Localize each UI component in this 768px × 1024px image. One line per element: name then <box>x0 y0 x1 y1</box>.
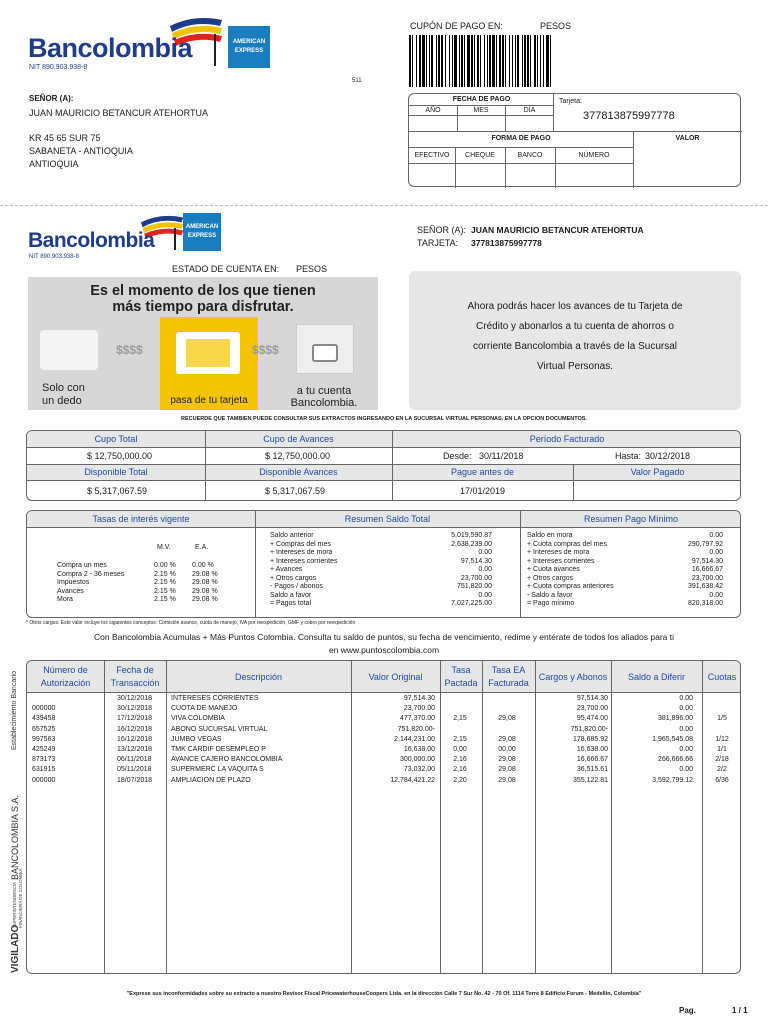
tx-date: 06/11/2018 <box>117 756 152 764</box>
tx-date: 16/12/2018 <box>117 725 153 733</box>
coupon-section <box>0 0 768 200</box>
payment-form <box>408 93 741 187</box>
summary-concept: + Otros cargos <box>527 574 574 582</box>
tasas-row <box>57 562 252 571</box>
tx-saldo: 0.00 <box>679 766 693 774</box>
tx-cargos: 97,514.30 <box>576 695 608 702</box>
cap3b: Bancolombia. <box>290 397 358 409</box>
tx-cuotas: 1/5 <box>717 715 727 723</box>
tx-date: 30/12/2018 <box>117 695 153 702</box>
table-row <box>27 776 741 786</box>
otros-cargos-note: * Otros cargos: Este valor incluye los siguientes conceptos: Comisión avance, cuota de manejo, IVA por reexpedición, GMF y cobro por reexpedición <box>26 620 356 626</box>
brand-name-2: Bancolombia <box>28 229 155 252</box>
tasa-mv: 2.15 % <box>154 587 176 595</box>
tx-auth: 657525 <box>32 725 56 733</box>
summary-concept: + Intereses de mora <box>270 549 333 556</box>
resumen-saldo-title: Resumen Saldo Total <box>344 514 431 524</box>
brand-name: Bancolombia <box>28 33 193 63</box>
mes-label: MES <box>473 107 489 114</box>
tx-tasaea: 29,08 <box>498 776 516 784</box>
info-line2: Crédito y abonarlos a tu cuenta de ahorros o <box>476 321 674 332</box>
tx-valor: 751,820.00- <box>397 725 435 733</box>
tx-date: 18/07/2018 <box>117 776 153 784</box>
info-line3: corriente Bancolombia a través de la Sucursal <box>473 341 677 352</box>
summary-concept: + Otros cargos <box>270 574 317 582</box>
tx-tasa: 2,15 <box>453 715 467 723</box>
tasa-concept: Compra 2 - 36 meses <box>57 570 125 578</box>
address-line2: SABANETA - ANTIOQUIA <box>29 146 133 156</box>
summary-row <box>270 583 492 592</box>
tarjeta-label-2: TARJETA: <box>417 238 459 248</box>
summary-concept: = Pago mínimo <box>527 600 575 607</box>
summary-row <box>270 541 492 550</box>
tx-desc: ABONO SUCURSAL VIRTUAL <box>171 725 268 733</box>
tx-cargos: 751,820.00- <box>570 725 608 733</box>
tx-cuotas: 1/1 <box>717 745 727 753</box>
th-num-aut1: Número de <box>43 665 88 675</box>
logo-divider-2 <box>174 228 176 250</box>
tasa-ea: 29.08 % <box>192 579 218 586</box>
efectivo-label: EFECTIVO <box>414 152 450 159</box>
coupon-code: 511 <box>352 78 362 84</box>
tasa-ea: 0.00 % <box>192 562 214 569</box>
tx-valor: 16,638.00 <box>403 745 435 753</box>
tasas-row <box>57 579 252 588</box>
credit-card-icon <box>40 330 98 370</box>
tx-auth: 631915 <box>32 766 56 774</box>
address-line1: KR 45 65 SUR 75 <box>29 133 101 143</box>
tasa-concept: Impuestos <box>57 579 90 586</box>
summary-concept: + Intereses corrientes <box>270 557 338 565</box>
summary-value: 290,797.92 <box>687 540 723 548</box>
money-text-2: $$$$ <box>252 343 279 357</box>
summary-row <box>527 600 723 609</box>
fecha-pago-label: FECHA DE PAGO <box>452 96 511 103</box>
tx-valor: 73,032.00 <box>403 766 435 774</box>
table-row <box>27 735 741 745</box>
table-row <box>27 725 741 735</box>
summary-value: 0.00 <box>478 549 492 556</box>
tx-date: 13/12/2018 <box>117 745 153 753</box>
page-number: 1 / 1 <box>732 1006 748 1015</box>
client-name-2: JUAN MAURICIO BETANCUR ATEHORTUA <box>471 225 644 235</box>
summary-row <box>527 592 723 601</box>
tasa-ea: 29.08 % <box>192 596 218 603</box>
summary-value: 23,700.00 <box>460 574 492 582</box>
cheque-label: CHEQUE <box>465 152 495 159</box>
tasa-mv: 2.15 % <box>154 579 176 586</box>
tx-date: 05/11/2018 <box>117 766 152 774</box>
pague-label: Pague antes de <box>450 467 515 477</box>
address-line3: ANTIOQUIA <box>29 159 79 169</box>
tx-cuotas: 6/36 <box>715 776 729 784</box>
estado-label: ESTADO DE CUENTA EN: <box>172 264 280 274</box>
tasa-mv: 2.15 % <box>154 570 176 578</box>
side-establecimiento: Establecimiento Bancario <box>11 671 18 750</box>
tx-cargos: 16,666.67 <box>576 756 608 764</box>
th-saldo: Saldo a Diferir <box>627 672 686 682</box>
banner-headline2: más tiempo para disfrutar. <box>112 299 294 315</box>
tx-valor: 23,700.00 <box>403 705 435 713</box>
tx-date: 17/12/2018 <box>117 715 153 723</box>
summary-value: 0.00 <box>709 532 723 539</box>
tx-auth: 425249 <box>32 745 56 753</box>
tx-auth: 439458 <box>32 715 56 723</box>
tx-auth: 000000 <box>32 705 56 713</box>
cap1a: Solo con <box>42 382 85 394</box>
ea-label: E.A. <box>195 544 209 551</box>
promo-banner <box>28 277 378 410</box>
summary-value: 16,666.67 <box>691 566 723 573</box>
valor-pagado-label: Valor Pagado <box>630 467 685 477</box>
tx-cargos: 16,638.00 <box>576 745 608 753</box>
summary-value: 97,514.30 <box>460 557 492 565</box>
th-desc: Descripción <box>234 672 283 682</box>
transactions-table <box>26 660 741 974</box>
tx-saldo: 266,666.66 <box>657 756 693 764</box>
tx-tasa: 2,16 <box>453 766 467 774</box>
tx-valor: 97,514.30 <box>403 695 435 702</box>
tx-tasaea: 29,08 <box>498 756 516 764</box>
tx-cargos: 36,515.61 <box>576 766 608 774</box>
tx-tasaea: 29,08 <box>498 715 516 723</box>
amex-logo <box>228 26 270 68</box>
tx-saldo: 0.00 <box>679 725 693 733</box>
tx-cargos: 178,685.92 <box>572 735 608 743</box>
summary-concept: - Pagos / abonos <box>270 583 323 590</box>
tx-date: 16/12/2018 <box>117 735 153 743</box>
info-line4: Virtual Personas. <box>537 361 613 372</box>
cupo-avances-label: Cupo de Avances <box>263 434 334 444</box>
logo-divider <box>214 34 216 66</box>
tx-cargos: 355,122.81 <box>572 776 608 784</box>
banco-label: BANCO <box>517 152 543 159</box>
disponible-avances-value: $ 5,317,067.59 <box>265 486 326 496</box>
summary-concept: + Cuota compras del mes <box>527 540 607 548</box>
tx-desc: AVANCE CAJERO BANCOLOMBIA <box>171 756 283 764</box>
table-row <box>27 755 741 765</box>
summary-value: 820,318.00 <box>687 600 723 607</box>
th-num-aut2: Autorización <box>40 678 91 688</box>
tx-saldo: 381,896.00 <box>657 715 693 723</box>
th-tasaea2: Facturada <box>488 678 529 688</box>
tasa-ea: 29.08 % <box>192 570 218 578</box>
tx-desc: VIVA COLOMBIA <box>171 715 225 723</box>
th-valor: Valor Original <box>368 672 423 682</box>
tx-valor: 12,784,421.22 <box>390 776 435 784</box>
summary-row <box>270 592 492 601</box>
tx-auth: 997563 <box>32 735 56 743</box>
summary-concept: - Saldo a favor <box>527 591 573 599</box>
numero-label: NÚMERO <box>578 152 610 159</box>
laptop-screen <box>186 339 230 367</box>
tasas-table <box>57 562 252 605</box>
summary-row <box>270 532 492 541</box>
tasa-concept: Compra un mes <box>57 562 107 569</box>
table-row <box>27 765 741 775</box>
tx-saldo: 3,592,799.12 <box>652 776 693 784</box>
resumen-minimo-title: Resumen Pago Mínimo <box>583 514 679 524</box>
tx-saldo: 0.00 <box>679 705 693 713</box>
tasa-mv: 2.15 % <box>154 596 176 603</box>
senor-label: SEÑOR (A): <box>29 94 74 103</box>
barcode-bar <box>551 35 553 87</box>
summary-concept: + Compras del mes <box>270 540 331 548</box>
resumen-minimo-table <box>527 532 723 609</box>
puntos-line2: en www.puntoscolombia.com <box>328 645 440 655</box>
forma-pago-label: FORMA DE PAGO <box>491 135 551 142</box>
estado-currency: PESOS <box>296 264 328 274</box>
page-label: Pag. <box>679 1006 696 1015</box>
tx-cargos: 95,474.00 <box>576 715 608 723</box>
nit-number: NIT 890.903.938-8 <box>29 64 88 71</box>
coupon-currency: PESOS <box>540 21 572 31</box>
tx-valor: 2,144,231.00 <box>394 735 435 743</box>
info-line1: Ahora podrás hacer los avances de tu Tarjeta de <box>467 301 683 312</box>
wallet-icon <box>312 344 338 362</box>
desde-value: 30/11/2018 <box>479 451 524 461</box>
tx-tasaea: 00,00 <box>498 745 516 753</box>
cupo-total-value: $ 12,750,000.00 <box>87 451 153 461</box>
disponible-total-label: Disponible Total <box>84 467 148 477</box>
summary-value: 391,638.42 <box>687 583 723 590</box>
th-tasa2: Pactada <box>444 678 478 688</box>
puntos-line1: Con Bancolombia Acumulas + Más Puntos Colombia. Consulta tu saldo de puntos, su fecha de vencimiento, redime y entérate de todos los aliados para ti <box>94 632 674 642</box>
tasa-ea: 29.08 % <box>192 587 218 595</box>
coupon-title: CUPÓN DE PAGO EN: <box>410 21 503 31</box>
disponible-avances-label: Disponible Avances <box>259 467 338 477</box>
mv-label: M.V. <box>157 544 171 551</box>
amex-logo-2 <box>183 213 221 251</box>
tx-cargos: 23,700.00 <box>576 705 608 713</box>
summary-value: 2,638,239.00 <box>451 540 492 548</box>
side-bancolombia-sa: BANCOLOMBIA S.A. <box>10 794 20 880</box>
summary-row <box>527 575 723 584</box>
tasa-concept: Mora <box>57 596 73 603</box>
desde-label: Desde: <box>443 451 472 461</box>
side-vigilado: VIGILADO <box>10 924 21 973</box>
summary-row <box>270 566 492 575</box>
cap1b: un dedo <box>42 395 82 407</box>
summary-concept: + Intereses de mora <box>527 549 590 556</box>
footer-text: "Exprese sus inconformidades sobre su extracto a nuestro Revisor Fiscal PricewaterhouseCoopers Ltda. en la dirección Calle 7 Sur No. 42 - 70 Of. 1114 Torre 8 Edificio Forum - Medellin, Colombia" <box>126 991 642 997</box>
summary-row <box>270 575 492 584</box>
tx-valor: 477,370.00 <box>399 715 435 723</box>
tx-tasa: 2,15 <box>453 735 467 743</box>
tarjeta-number-2: 377813875997778 <box>471 238 542 248</box>
th-fecha1: Fecha de <box>116 665 154 675</box>
summary-concept: Saldo a favor <box>270 591 312 599</box>
th-tasa1: Tasa <box>451 665 471 675</box>
tx-saldo: 1,965,545.08 <box>652 735 693 743</box>
table-row <box>27 704 741 714</box>
tasa-mv: 0.00 % <box>154 562 176 569</box>
hasta-value: 30/12/2018 <box>645 451 691 461</box>
tx-tasa: 0,00 <box>453 745 467 753</box>
tx-saldo: 0.00 <box>679 695 693 702</box>
th-cuotas: Cuotas <box>707 672 737 682</box>
tx-desc: AMPLIACION DE PLAZO <box>171 776 251 784</box>
tx-saldo: 0.00 <box>679 745 693 753</box>
tx-desc: JUMBO VEGAS <box>171 735 222 743</box>
th-tasaea1: Tasa EA <box>491 665 526 675</box>
tx-cuotas: 1/12 <box>715 735 729 743</box>
tasas-row <box>57 571 252 580</box>
summary-row <box>527 549 723 558</box>
summary-box <box>26 430 741 501</box>
cupo-total-label: Cupo Total <box>94 434 138 444</box>
amex-line1: AMERICAN <box>232 39 266 45</box>
table-row <box>27 694 741 704</box>
amex-line1-2: AMERICAN <box>185 224 219 230</box>
summary-row <box>527 583 723 592</box>
hasta-label: Hasta: <box>615 451 642 461</box>
tx-desc: SUPERMERC LA VAQUITA S <box>171 766 264 774</box>
tx-tasa: 2,20 <box>453 776 467 784</box>
tx-tasaea: 29,08 <box>498 766 516 774</box>
summary-value: 751,820.00 <box>456 583 492 590</box>
disponible-total-value: $ 5,317,067.59 <box>87 486 148 496</box>
senor-label-2: SEÑOR (A): <box>417 225 467 235</box>
summary-row <box>527 541 723 550</box>
info-box <box>409 271 741 410</box>
ano-label: AÑO <box>425 107 441 114</box>
valor-label: VALOR <box>675 135 700 142</box>
tx-tasa: 2,16 <box>453 756 467 764</box>
tarjeta-number: 377813875997778 <box>583 110 675 122</box>
tx-desc: INTERESES CORRIENTES <box>171 695 259 702</box>
summary-value: 0.00 <box>478 591 492 599</box>
tasa-concept: Avances <box>57 587 84 595</box>
tx-auth: 000000 <box>32 776 56 784</box>
table-row <box>27 714 741 724</box>
summary-value: 97,514.30 <box>691 557 723 565</box>
summary-value: 0.00 <box>709 591 723 599</box>
periodo-label: Período Facturado <box>529 434 605 444</box>
table-row <box>27 745 741 755</box>
notice-text: RECUERDE QUE TAMBIEN PUEDE CONSULTAR SUS EXTRACTOS INGRESANDO EN LA SUCURSAL VIRTUAL PERSONAS, EN LA OPCION DOCUMENTOS. <box>181 416 587 422</box>
tarjeta-label: Tarjeta: <box>559 98 582 105</box>
summary-row <box>527 558 723 567</box>
tx-auth: 873173 <box>32 756 56 764</box>
money-text-1: $$$$ <box>116 343 143 357</box>
tx-desc: CUOTA DE MANEJO <box>171 705 238 713</box>
side-superintendencia: SUPERINTENDENCIA FINANCIERA DE COLOMBIA <box>12 868 23 928</box>
cap3a: a tu cuenta <box>296 385 352 397</box>
transaction-rows <box>27 694 741 786</box>
client-name: JUAN MAURICIO BETANCUR ATEHORTUA <box>29 108 209 118</box>
cut-line <box>0 205 768 206</box>
fecha-fields[interactable] <box>409 116 554 132</box>
th-cargos: Cargos y Abonos <box>538 672 608 682</box>
rates-box <box>26 510 741 618</box>
summary-concept: = Pagos total <box>270 600 312 607</box>
dia-label: DÍA <box>523 107 536 114</box>
statement-logo <box>28 214 178 254</box>
summary-row <box>270 600 492 609</box>
amex-line2: EXPRESS <box>234 48 264 54</box>
summary-row <box>527 532 723 541</box>
tx-cuotas: 2/18 <box>715 756 729 764</box>
bancolombia-logo <box>28 16 208 66</box>
summary-concept: + Cuota compras anteriores <box>527 583 614 590</box>
summary-value: 0.00 <box>709 549 723 556</box>
pague-value: 17/01/2019 <box>459 486 506 496</box>
tx-tasaea: 29,08 <box>498 735 516 743</box>
tasas-row <box>57 588 252 597</box>
summary-row <box>270 549 492 558</box>
tasas-row <box>57 596 252 605</box>
summary-concept: + Avances <box>270 566 303 573</box>
summary-concept: Saldo anterior <box>270 532 314 539</box>
summary-row <box>527 566 723 575</box>
th-fecha2: Transacción <box>110 678 160 688</box>
tx-desc: TMK CARDIF DESEMPLEO P <box>171 745 266 753</box>
summary-concept: Saldo en mora <box>527 532 573 539</box>
summary-row <box>270 558 492 567</box>
banner-headline1: Es el momento de los que tienen <box>90 283 316 299</box>
tx-date: 30/12/2018 <box>117 705 153 713</box>
cap2: pasa de tu tarjeta <box>170 395 248 406</box>
amex-line2-2: EXPRESS <box>187 233 217 239</box>
summary-concept: + Cuota avances <box>527 566 580 573</box>
tx-valor: 300,000.00 <box>399 756 435 764</box>
nit-number-2: NIT 890.903.938-8 <box>29 254 79 260</box>
barcode <box>409 35 687 87</box>
summary-concept: + Intereses corrientes <box>527 557 595 565</box>
tasas-title: Tasas de interés vigente <box>92 514 190 524</box>
tx-cuotas: 2/2 <box>717 766 727 774</box>
summary-value: 23,700.00 <box>691 574 723 582</box>
resumen-saldo-table <box>270 532 492 609</box>
summary-value: 0.00 <box>478 566 492 573</box>
summary-value: 7,027,225.00 <box>451 600 492 607</box>
cupo-avances-value: $ 12,750,000.00 <box>265 451 331 461</box>
summary-value: 5,019,590.87 <box>451 532 492 539</box>
